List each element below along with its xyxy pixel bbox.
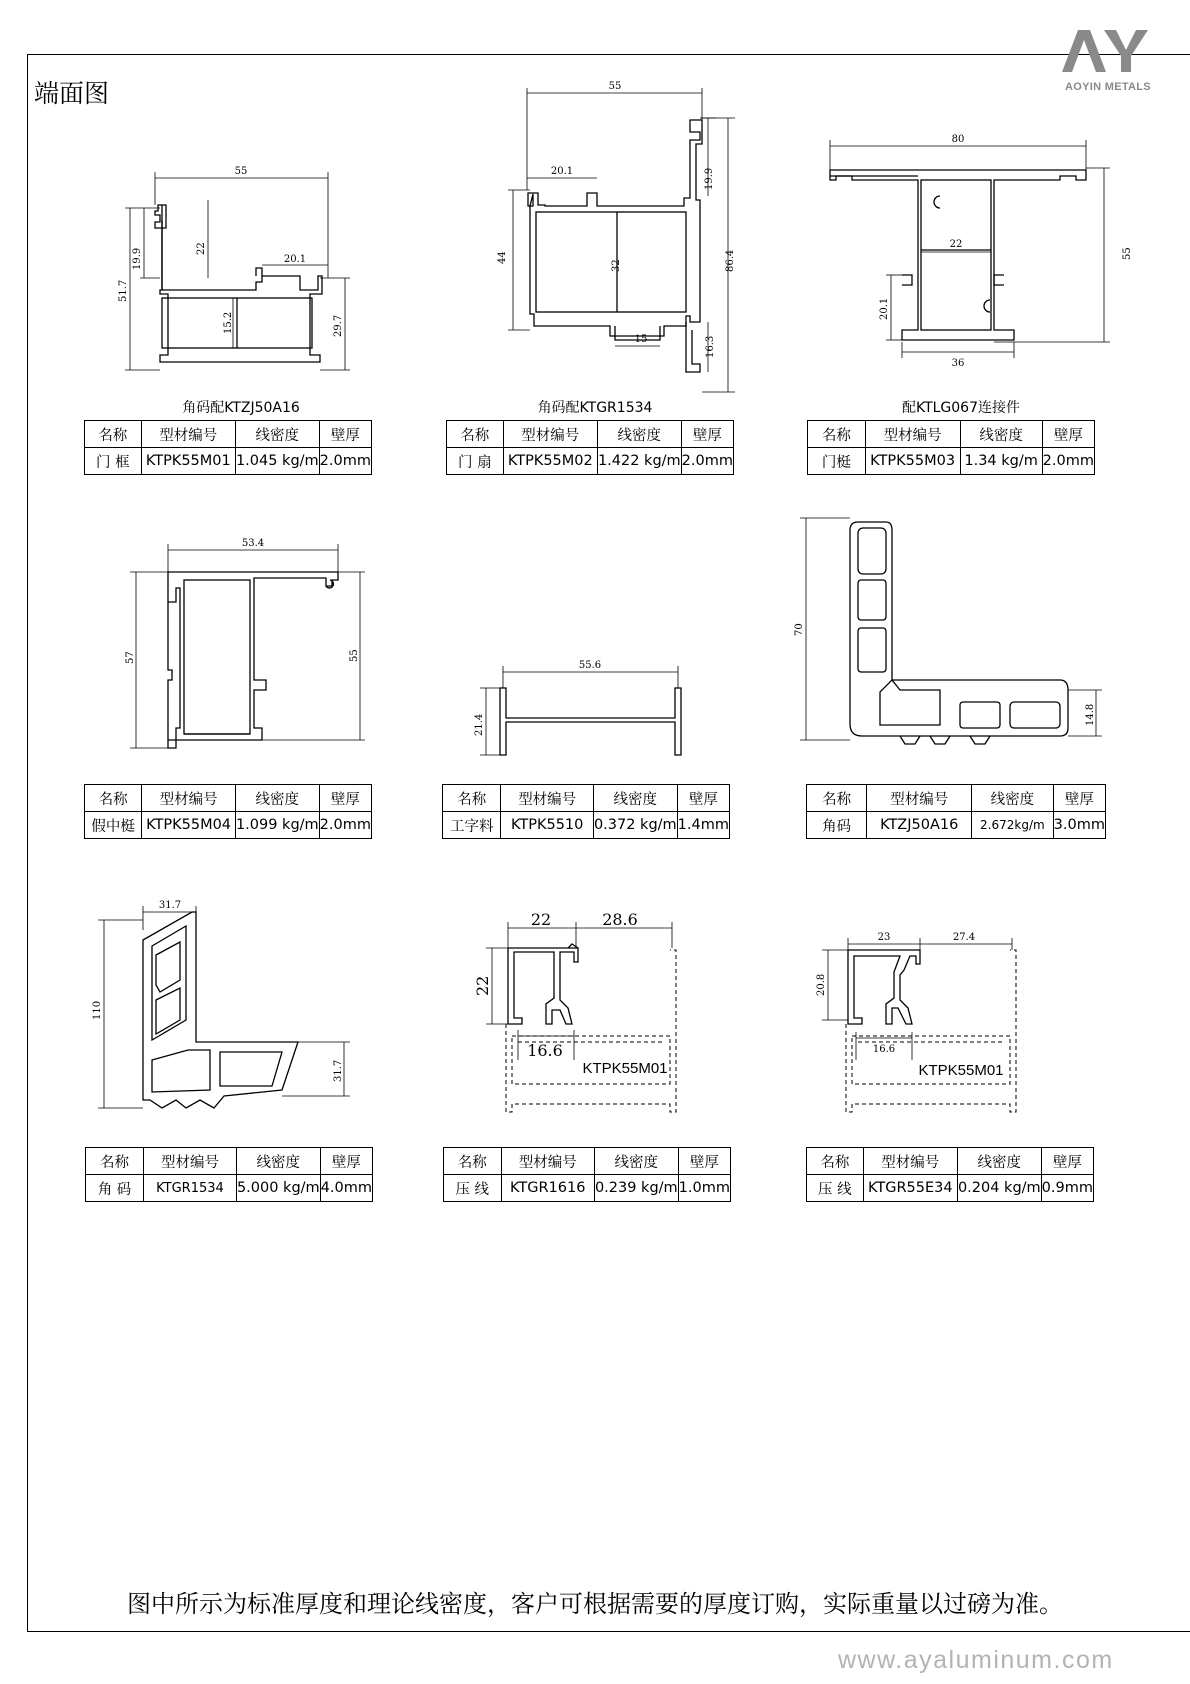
dim-9-2: 20.8 bbox=[816, 973, 827, 996]
cell-code: KTPK55M04 bbox=[142, 812, 236, 839]
th-name: 名称 bbox=[807, 785, 867, 812]
cell-wall: 1.0mm bbox=[678, 1175, 730, 1202]
footer-note: 图中所示为标准厚度和理论线密度，客户可根据需要的厚度订购，实际重量以过磅为准。 bbox=[127, 1590, 1063, 1618]
th-name: 名称 bbox=[447, 421, 504, 448]
cell-wall: 0.9mm bbox=[1041, 1175, 1093, 1202]
dim-2-5: 86.4 bbox=[725, 249, 736, 272]
cell-wall: 2.0mm bbox=[1042, 448, 1094, 475]
dim-7-2: 31.7 bbox=[333, 1059, 344, 1082]
th-code: 型材编号 bbox=[865, 421, 960, 448]
cell-wall: 2.0mm bbox=[681, 448, 733, 475]
th-code: 型材编号 bbox=[142, 785, 236, 812]
ref-label-8: KTPK55M01 bbox=[582, 1060, 668, 1077]
dim-8-3: 16.6 bbox=[527, 1041, 563, 1060]
dim-1-3: 20.1 bbox=[283, 254, 307, 265]
ref-label-9: KTPK55M01 bbox=[918, 1062, 1004, 1079]
dim-5-1: 21.4 bbox=[474, 713, 485, 736]
dim-7-1: 110 bbox=[92, 1000, 103, 1020]
th-name: 名称 bbox=[807, 1148, 864, 1175]
cell-name: 角码 bbox=[807, 812, 867, 839]
dim-6-1: 14.8 bbox=[1085, 703, 1096, 726]
cell-code: KTGR55E34 bbox=[863, 1175, 957, 1202]
cell-density: 0.204 kg/m bbox=[957, 1175, 1041, 1202]
dim-1-2: 22 bbox=[196, 242, 207, 255]
cell-code: KTGR1534 bbox=[144, 1175, 237, 1202]
cell-wall: 3.0mm bbox=[1053, 812, 1105, 839]
th-density: 线密度 bbox=[972, 785, 1054, 812]
dim-4-1: 57 bbox=[125, 651, 136, 664]
dim-2-0: 55 bbox=[608, 81, 622, 92]
th-code: 型材编号 bbox=[144, 1148, 237, 1175]
cell-density: 1.045 kg/m bbox=[235, 448, 319, 475]
cell-density: 1.099 kg/m bbox=[235, 812, 319, 839]
cell-density: 0.372 kg/m bbox=[593, 812, 677, 839]
dim-1-5: 15.2 bbox=[223, 311, 234, 334]
website-url: www.ayaluminum.com bbox=[838, 1646, 1114, 1674]
th-name: 名称 bbox=[86, 1148, 144, 1175]
cell-code: KTZJ50A16 bbox=[867, 812, 972, 839]
dim-3-2: 55 bbox=[1122, 247, 1133, 260]
cell-wall: 1.4mm bbox=[677, 812, 729, 839]
dim-5-0: 55.6 bbox=[578, 660, 602, 671]
cell-name: 门 扇 bbox=[447, 448, 504, 475]
th-density: 线密度 bbox=[594, 1148, 678, 1175]
th-wall: 壁厚 bbox=[678, 1148, 730, 1175]
section-title: 端面图 bbox=[34, 79, 110, 108]
dim-2-1: 20.1 bbox=[550, 166, 574, 177]
th-density: 线密度 bbox=[960, 421, 1042, 448]
dim-2-6: 15 bbox=[634, 334, 648, 345]
dim-1-1: 19.9 bbox=[132, 247, 143, 270]
cell-name: 角 码 bbox=[86, 1175, 144, 1202]
dim-1-4: 51.7 bbox=[118, 279, 129, 302]
th-wall: 壁厚 bbox=[319, 421, 371, 448]
cell-code: KTPK5510 bbox=[501, 812, 594, 839]
th-wall: 壁厚 bbox=[1053, 785, 1105, 812]
th-name: 名称 bbox=[85, 785, 142, 812]
dim-9-3: 16.6 bbox=[872, 1044, 896, 1055]
cell-wall: 2.0mm bbox=[319, 448, 371, 475]
cell-density: 5.000 kg/m bbox=[236, 1175, 320, 1202]
caption-1: 角码配KTZJ50A16 bbox=[182, 400, 300, 416]
th-code: 型材编号 bbox=[141, 421, 235, 448]
cell-name: 压 线 bbox=[807, 1175, 864, 1202]
cell-name: 门梃 bbox=[808, 448, 866, 475]
dim-1-0: 55 bbox=[234, 166, 248, 177]
caption-3: 配KTLG067连接件 bbox=[901, 400, 1020, 416]
dim-3-3: 20.1 bbox=[879, 297, 890, 320]
spec-table-9 bbox=[806, 1147, 1094, 1202]
th-density: 线密度 bbox=[236, 1148, 320, 1175]
dim-9-1: 27.4 bbox=[952, 932, 976, 943]
th-name: 名称 bbox=[444, 1148, 502, 1175]
cell-density: 2.672kg/m bbox=[972, 812, 1054, 839]
cell-density: 0.239 kg/m bbox=[594, 1175, 678, 1202]
cell-name: 工字料 bbox=[443, 812, 501, 839]
dim-9-0: 23 bbox=[877, 932, 891, 943]
cell-code: KTGR1616 bbox=[501, 1175, 594, 1202]
cell-code: KTPK55M02 bbox=[503, 448, 597, 475]
th-density: 线密度 bbox=[957, 1148, 1041, 1175]
th-code: 型材编号 bbox=[863, 1148, 957, 1175]
th-density: 线密度 bbox=[235, 785, 319, 812]
dim-8-1: 28.6 bbox=[602, 910, 638, 929]
cell-code: KTPK55M03 bbox=[865, 448, 960, 475]
dim-8-0: 22 bbox=[530, 910, 552, 929]
cell-name: 门 框 bbox=[85, 448, 142, 475]
dim-8-2: 22 bbox=[473, 975, 492, 996]
th-wall: 壁厚 bbox=[320, 1148, 372, 1175]
dim-3-0: 80 bbox=[951, 134, 965, 145]
th-wall: 壁厚 bbox=[1041, 1148, 1093, 1175]
dim-1-6: 29.7 bbox=[333, 314, 344, 337]
th-wall: 壁厚 bbox=[681, 421, 733, 448]
dim-3-1: 22 bbox=[949, 239, 963, 250]
dim-4-0: 53.4 bbox=[241, 538, 265, 549]
cell-wall: 2.0mm bbox=[319, 812, 371, 839]
th-code: 型材编号 bbox=[501, 1148, 594, 1175]
th-name: 名称 bbox=[808, 421, 866, 448]
dim-6-0: 70 bbox=[794, 623, 805, 636]
th-density: 线密度 bbox=[597, 421, 681, 448]
cell-density: 1.422 kg/m bbox=[597, 448, 681, 475]
th-density: 线密度 bbox=[593, 785, 677, 812]
th-density: 线密度 bbox=[235, 421, 319, 448]
cell-density: 1.34 kg/m bbox=[960, 448, 1042, 475]
caption-2: 角码配KTGR1534 bbox=[537, 400, 653, 416]
cell-code: KTPK55M01 bbox=[141, 448, 235, 475]
th-name: 名称 bbox=[85, 421, 142, 448]
th-code: 型材编号 bbox=[501, 785, 594, 812]
th-code: 型材编号 bbox=[503, 421, 597, 448]
dim-4-2: 55 bbox=[349, 649, 360, 662]
cell-wall: 4.0mm bbox=[320, 1175, 372, 1202]
logo-text: AOYIN METALS bbox=[1065, 81, 1151, 93]
th-wall: 壁厚 bbox=[319, 785, 371, 812]
dim-7-0: 31.7 bbox=[158, 900, 182, 911]
cell-name: 假中梃 bbox=[85, 812, 142, 839]
dim-2-7: 16.3 bbox=[705, 335, 716, 358]
dim-2-4: 32 bbox=[611, 259, 622, 272]
th-wall: 壁厚 bbox=[677, 785, 729, 812]
th-name: 名称 bbox=[443, 785, 501, 812]
th-wall: 壁厚 bbox=[1042, 421, 1094, 448]
dim-2-2: 19.9 bbox=[704, 167, 715, 190]
cell-name: 压 线 bbox=[444, 1175, 502, 1202]
th-code: 型材编号 bbox=[867, 785, 972, 812]
dim-2-3: 44 bbox=[497, 251, 508, 264]
dim-3-4: 36 bbox=[951, 358, 965, 369]
